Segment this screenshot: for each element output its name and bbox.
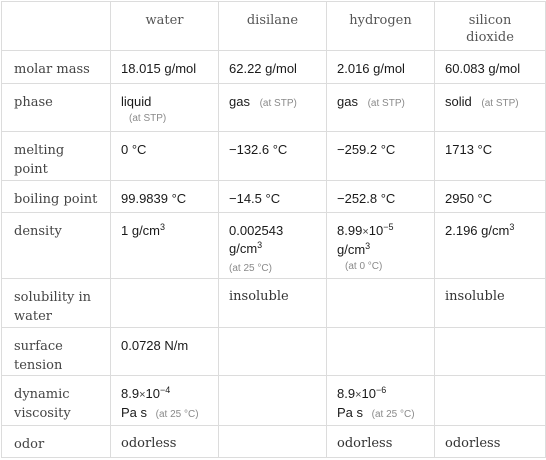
odor-silica: odorless	[435, 426, 546, 458]
phase-disilane-value: gas	[229, 94, 250, 109]
phase-silica	[435, 84, 546, 132]
phase-silica-note: (at STP)	[481, 98, 519, 109]
melting-point-silica: 1713 °C	[435, 132, 546, 181]
molar-mass-water: 18.015 g/mol	[111, 51, 219, 84]
label-solubility-line1: solubility in	[14, 290, 92, 305]
density-hydrogen-power: −5	[383, 222, 394, 232]
label-melting-point-line2: point	[14, 162, 48, 177]
label-solubility	[2, 279, 111, 328]
label-odor: odor	[2, 426, 111, 458]
label-solubility-line2: water	[14, 309, 53, 324]
row-odor	[2, 426, 546, 458]
density-disilane-exp: 3	[257, 240, 263, 250]
solubility-silica: insoluble	[435, 279, 546, 328]
density-disilane-value: 0.002543	[229, 223, 284, 238]
viscosity-silica	[435, 376, 546, 426]
viscosity-water-unit: Pa s	[121, 405, 148, 420]
phase-hydrogen-value: gas	[337, 94, 358, 109]
boiling-point-silica: 2950 °C	[435, 181, 546, 213]
density-silica	[435, 213, 546, 279]
viscosity-hydrogen-mantissa: 8.9	[337, 386, 356, 401]
melting-point-hydrogen: −259.2 °C	[327, 132, 435, 181]
boiling-point-disilane: −14.5 °C	[219, 181, 327, 213]
surface-tension-silica	[435, 328, 546, 376]
phase-water	[111, 84, 219, 132]
viscosity-disilane	[219, 376, 327, 426]
header-hydrogen: hydrogen	[327, 2, 435, 51]
melting-point-disilane: −132.6 °C	[219, 132, 327, 181]
molar-mass-silica: 60.083 g/mol	[435, 51, 546, 84]
phase-water-value: liquid	[121, 94, 152, 109]
density-water-exp: 3	[160, 222, 166, 232]
viscosity-hydrogen-unit: Pa s	[337, 405, 364, 420]
density-hydrogen-exp: 3	[365, 241, 371, 251]
solubility-disilane: insoluble	[219, 279, 327, 328]
phase-silica-value: solid	[445, 94, 472, 109]
viscosity-water-note: (at 25 °C)	[155, 409, 199, 420]
phase-water-note: (at STP)	[129, 113, 167, 124]
row-phase	[2, 84, 546, 132]
row-boiling-point	[2, 181, 546, 213]
density-hydrogen-note: (at 0 °C)	[345, 261, 383, 272]
viscosity-water-mantissa: 8.9	[121, 386, 140, 401]
phase-disilane	[219, 84, 327, 132]
phase-disilane-note: (at STP)	[259, 98, 297, 109]
viscosity-hydrogen-power: −6	[375, 385, 387, 395]
boiling-point-water: 99.9839 °C	[111, 181, 219, 213]
density-disilane-note: (at 25 °C)	[229, 263, 272, 274]
label-boiling-point: boiling point	[2, 181, 111, 213]
row-melting-point	[2, 132, 546, 181]
viscosity-water	[111, 376, 219, 426]
label-surface-tension-line1: surface	[14, 339, 63, 354]
viscosity-hydrogen-base: 10	[361, 386, 376, 401]
header-corner	[2, 2, 111, 51]
row-solubility	[2, 279, 546, 328]
viscosity-water-base: 10	[145, 386, 160, 401]
density-silica-exp: 3	[509, 222, 515, 232]
density-disilane-unit: g/cm	[229, 241, 258, 256]
row-molar-mass	[2, 51, 546, 84]
solubility-hydrogen	[327, 279, 435, 328]
density-hydrogen-unit: g/cm	[337, 242, 366, 257]
header-silicon-dioxide-text: silicon dioxide	[466, 13, 514, 45]
label-molar-mass: molar mass	[2, 51, 111, 84]
viscosity-water-power: −4	[159, 385, 171, 395]
solubility-water	[111, 279, 219, 328]
label-melting-point-line1: melting	[14, 143, 65, 158]
density-water-value: 1 g/cm	[121, 223, 161, 238]
boiling-point-hydrogen: −252.8 °C	[327, 181, 435, 213]
density-hydrogen-base: 10	[368, 223, 384, 238]
label-density: density	[2, 213, 111, 279]
row-surface-tension	[2, 328, 546, 376]
row-density	[2, 213, 546, 279]
surface-tension-water: 0.0728 N/m	[111, 328, 219, 376]
header-silicon-dioxide	[435, 2, 546, 51]
properties-table	[1, 1, 546, 458]
phase-hydrogen-note: (at STP)	[367, 98, 405, 109]
density-silica-value: 2.196 g/cm	[445, 223, 510, 238]
odor-disilane	[219, 426, 327, 458]
viscosity-hydrogen-note: (at 25 °C)	[371, 409, 415, 420]
label-viscosity-line2: viscosity	[14, 406, 71, 421]
surface-tension-disilane	[219, 328, 327, 376]
melting-point-water: 0 °C	[111, 132, 219, 181]
row-viscosity	[2, 376, 546, 426]
header-disilane: disilane	[219, 2, 327, 51]
label-melting-point	[2, 132, 111, 181]
header-water: water	[111, 2, 219, 51]
molar-mass-hydrogen: 2.016 g/mol	[327, 51, 435, 84]
header-row	[2, 2, 546, 51]
odor-hydrogen: odorless	[327, 426, 435, 458]
density-hydrogen-times: ×	[362, 226, 369, 238]
label-surface-tension	[2, 328, 111, 376]
density-water	[111, 213, 219, 279]
viscosity-hydrogen	[327, 376, 435, 426]
phase-hydrogen	[327, 84, 435, 132]
label-surface-tension-line2: tension	[14, 358, 63, 373]
molar-mass-disilane: 62.22 g/mol	[219, 51, 327, 84]
label-phase: phase	[2, 84, 111, 132]
viscosity-hydrogen-times: ×	[355, 389, 362, 401]
viscosity-water-times: ×	[139, 389, 146, 401]
label-viscosity	[2, 376, 111, 426]
density-hydrogen-mantissa: 8.99	[337, 223, 363, 238]
density-disilane	[219, 213, 327, 279]
odor-water: odorless	[111, 426, 219, 458]
surface-tension-hydrogen	[327, 328, 435, 376]
density-hydrogen	[327, 213, 435, 279]
label-viscosity-line1: dynamic	[14, 387, 70, 402]
